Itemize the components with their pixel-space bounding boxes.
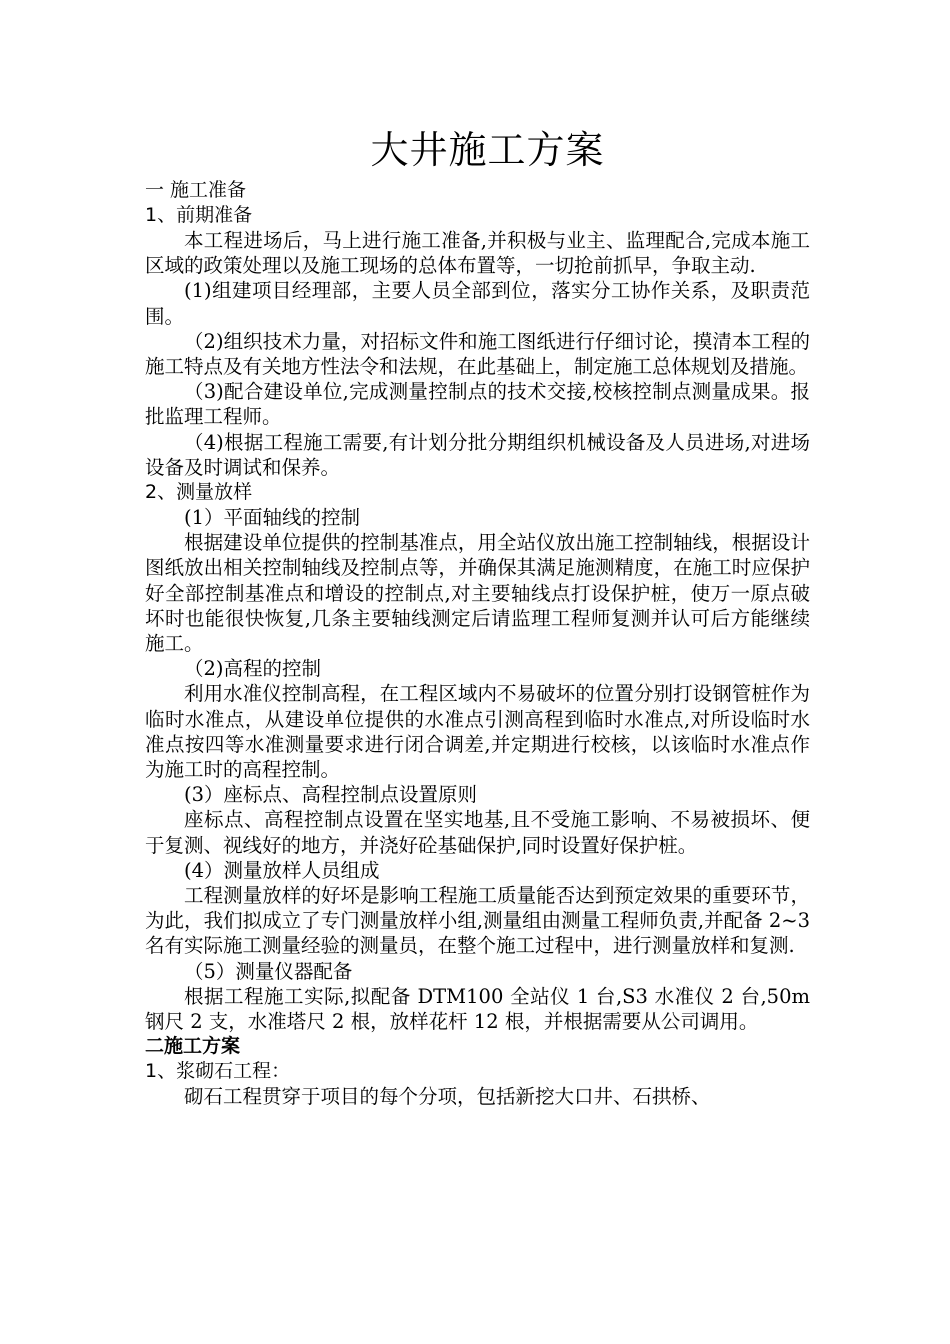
paragraph: （4)根据工程施工需要,有计划分批分期组织机械设备及人员进场,对进场设备及时调试和保养。 xyxy=(145,430,810,479)
paragraph: （2)高程的控制 xyxy=(184,657,322,681)
subsection-heading: 1、浆砌石工程： xyxy=(145,1060,291,1083)
section-heading: 二施工方案 xyxy=(145,1035,241,1058)
document-content xyxy=(145,178,810,1110)
section-heading: 一 施工准备 xyxy=(145,179,247,201)
paragraph: 本工程进场后，马上进行施工准备,并积极与业主、监理配合,完成本施工区域的政策处理以及施工现场的总体布置等，一切抢前抓早，争取主动. xyxy=(145,229,810,278)
paragraph: 利用水准仪控制高程，在工程区域内不易破坏的位置分别打设钢管桩作为临时水准点，从建设单位提供的水准点引测高程到临时水准点,对所设临时水准点按四等水准测量要求进行闭合调差,并定期进行校核，以该临时水准点作为施工时的高程控制。 xyxy=(145,682,810,782)
paragraph: (1）平面轴线的控制 xyxy=(184,506,361,530)
paragraph: 砌石工程贯穿于项目的每个分项，包括新挖大口井、石拱桥、 xyxy=(184,1085,711,1109)
paragraph: （2)组织技术力量，对招标文件和施工图纸进行仔细讨论，摸清本工程的施工特点及有关地方性法令和法规，在此基础上，制定施工总体规划及措施。 xyxy=(145,329,810,379)
paragraph: 座标点、高程控制点设置在坚实地基,且不受施工影响、不易被损坏、便于复测、视线好的地方，并浇好砼基础保护,同时设置好保护桩。 xyxy=(145,808,810,857)
paragraph: （5）测量仪器配备 xyxy=(184,959,353,983)
paragraph: 工程测量放样的好坏是影响工程施工质量能否达到预定效果的重要环节，为此，我们拟成立了专门测量放样小组,测量组由测量工程师负责,并配备 2~3 名有实际施工测量经验的测量员，在整个施工过程中，进行测量放样和复测. xyxy=(145,884,810,958)
paragraph: (4）测量放样人员组成 xyxy=(184,858,380,882)
paragraph: （3)配合建设单位,完成测量控制点的技术交接,校核控制点测量成果。报批监理工程师。 xyxy=(145,380,810,429)
paragraph: (1)组建项目经理部，主要人员全部到位，落实分工协作关系，及职责范围。 xyxy=(145,279,810,328)
paragraph: 根据建设单位提供的控制基准点，用全站仪放出施工控制轴线，根据设计图纸放出相关控制轴线及控制点等，并确保其满足施测精度，在施工时应保护好全部控制基准点和增设的控制点,对主要轴线点打设保护桩，使万一原点破坏时也能很快恢复,几条主要轴线测定后请监理工程师复测并认可后方能继续施工。 xyxy=(145,531,810,656)
document-body xyxy=(145,122,810,1110)
subsection-heading: 2、测量放样 xyxy=(145,481,253,504)
paragraph: 根据工程施工实际,拟配备 DTM100 全站仪 1 台,S3 水准仪 2 台,50m 钢尺 2 支，水准塔尺 2 根，放样花杆 12 根，并根据需要从公司调用。 xyxy=(145,984,810,1034)
subsection-heading: 1、前期准备 xyxy=(145,204,253,226)
document-title: 大井施工方案 xyxy=(370,128,605,172)
paragraph: (3）座标点、高程控制点设置原则 xyxy=(184,783,478,807)
